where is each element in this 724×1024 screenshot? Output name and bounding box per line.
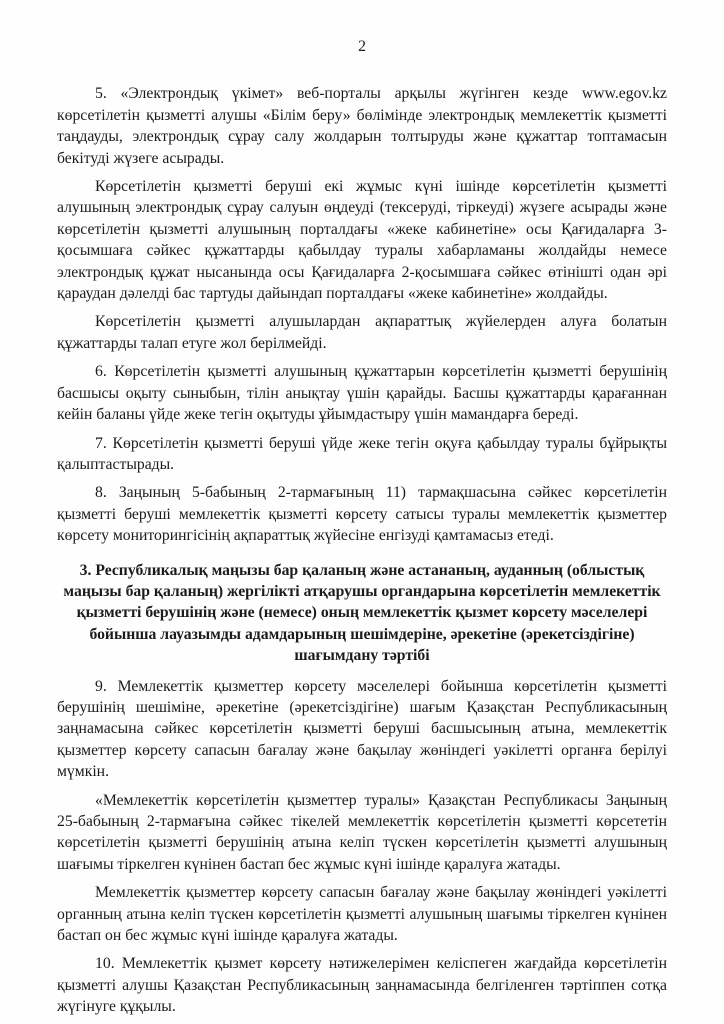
para-law-article-25: «Мемлекеттік көрсетілетін қызметтер туралы» Қазақстан Республикасы Заңының 25-бабының 2-тармағына сәйкес тікелей мемлекеттік көрсетілетін қызметті көрсететін көрсетілетін қызметті берушінің атына келіп түскен көрсетілетін қызметті алушының шағымы тіркелген күнінен бастап бес жұмыс күні ішінде қаралуға жатады.: [57, 791, 667, 873]
para-point-6-document-review: 6. Көрсетілетін қызметті алушының құжаттарын көрсетілетін қызметті берушінің басшысы оқыту сыныбын, тілін анықтау үшін қарайды. Басшы құжаттарды қарағаннан кейін баланы үйде жеке тегін оқытуды ұйымдастыру үшін мамандарға береді.: [57, 363, 667, 424]
para-point-10-court-appeal: 10. Мемлекеттік қызмет көрсету нәтижелерімен келіспеген жағдайда көрсетілетін қызметті алушы Қазақстан Республикасының заңнамасында белгіленген тәртіппен сотқа жүгінуге құқылы.: [57, 955, 667, 1016]
para-point-5-egov-portal: 5. «Электрондық үкімет» веб-порталы арқылы жүгінген кезде www.egov.kz көрсетілетін қызметті алушы «Білім беру» бөлімінде электрондық мемлекеттік қызметті таңдауды, электрондық сұрау салу жолдарын толтыруды және құжаттар топтамасын бекітуді жүзеге асырады.: [57, 85, 667, 167]
para-no-extra-documents: Көрсетілетін қызметті алушылардан ақпараттық жүйелерден алуға болатын құжаттарды талап етуге жол берілмейді.: [57, 313, 667, 352]
para-point-9-complaint-submission: 9. Мемлекеттік қызметтер көрсету мәселелері бойынша көрсетілетін қызметті берушінің шешіміне, әрекетіне (әрекетсіздігіне) шағым Қазақстан Республикасының заңнамасына сәйкес көрсетілетін қызметті беруші басшысының атына, мемлекеттік қызметтер көрсету сапасын бағалау және бақылау жөніндегі уәкілетті органға берілуі мүмкін.: [57, 677, 667, 781]
section-3-heading: 3. Республикалық маңызы бар қаланың және астананың, ауданның (облыстық маңызы бар қаланың) жергілікті атқарушы органдарына көрсетілетін мемлекеттік қызметті берушінің және (немесе) оның мемлекеттік қызмет көрсету мәселелері бойынша лауазымды адамдарының шешімдеріне, әрекетіне (әрекетсіздігіне) шағымдану тәртібі: [63, 561, 661, 665]
para-point-7-admission-order: 7. Көрсетілетін қызметті беруші үйде жеке тегін оқуға қабылдау туралы бұйрықты қалыптастырады.: [57, 434, 667, 473]
para-point-8-monitoring-system: 8. Заңының 5-бабының 2-тармағының 11) тармақшасына сәйкес көрсетілетін қызметті беруші мемлекеттік қызметті көрсету сатысы туралы мемлекеттік қызметтер көрсету мониторингісінің ақпараттық жүйесіне енгізуді қамтамасыз етеді.: [57, 484, 667, 545]
para-provider-processing: Көрсетілетін қызметті беруші екі жұмыс күні ішінде көрсетілетін қызметті алушының электрондық сұрау салуын өңдеуді (тексеруді, тіркеуді) жүзеге асырады және көрсетілетін қызметті алушының порталдағы «жеке кабинетіне» осы Қағидаларға 3-қосымшаға сәйкес құжаттарды қабылдау туралы хабарламаны жолдайды немесе электрондық құжат нысанында осы Қағидаларға 2-қосымшаға сәйкес өтінішті одан әрі қараудан дәлелді бас тартуды дайындап порталдағы «жеке кабинетіне» жолдайды.: [57, 178, 667, 303]
para-authorized-body-review: Мемлекеттік қызметтер көрсету сапасын бағалау және бақылау жөніндегі уәкілетті органның атына келіп түскен көрсетілетін қызметті алушының шағымы тіркелген күнінен бастап он бес жұмыс күні ішінде қаралуға жатады.: [57, 884, 667, 945]
page-number: 2: [358, 38, 366, 55]
